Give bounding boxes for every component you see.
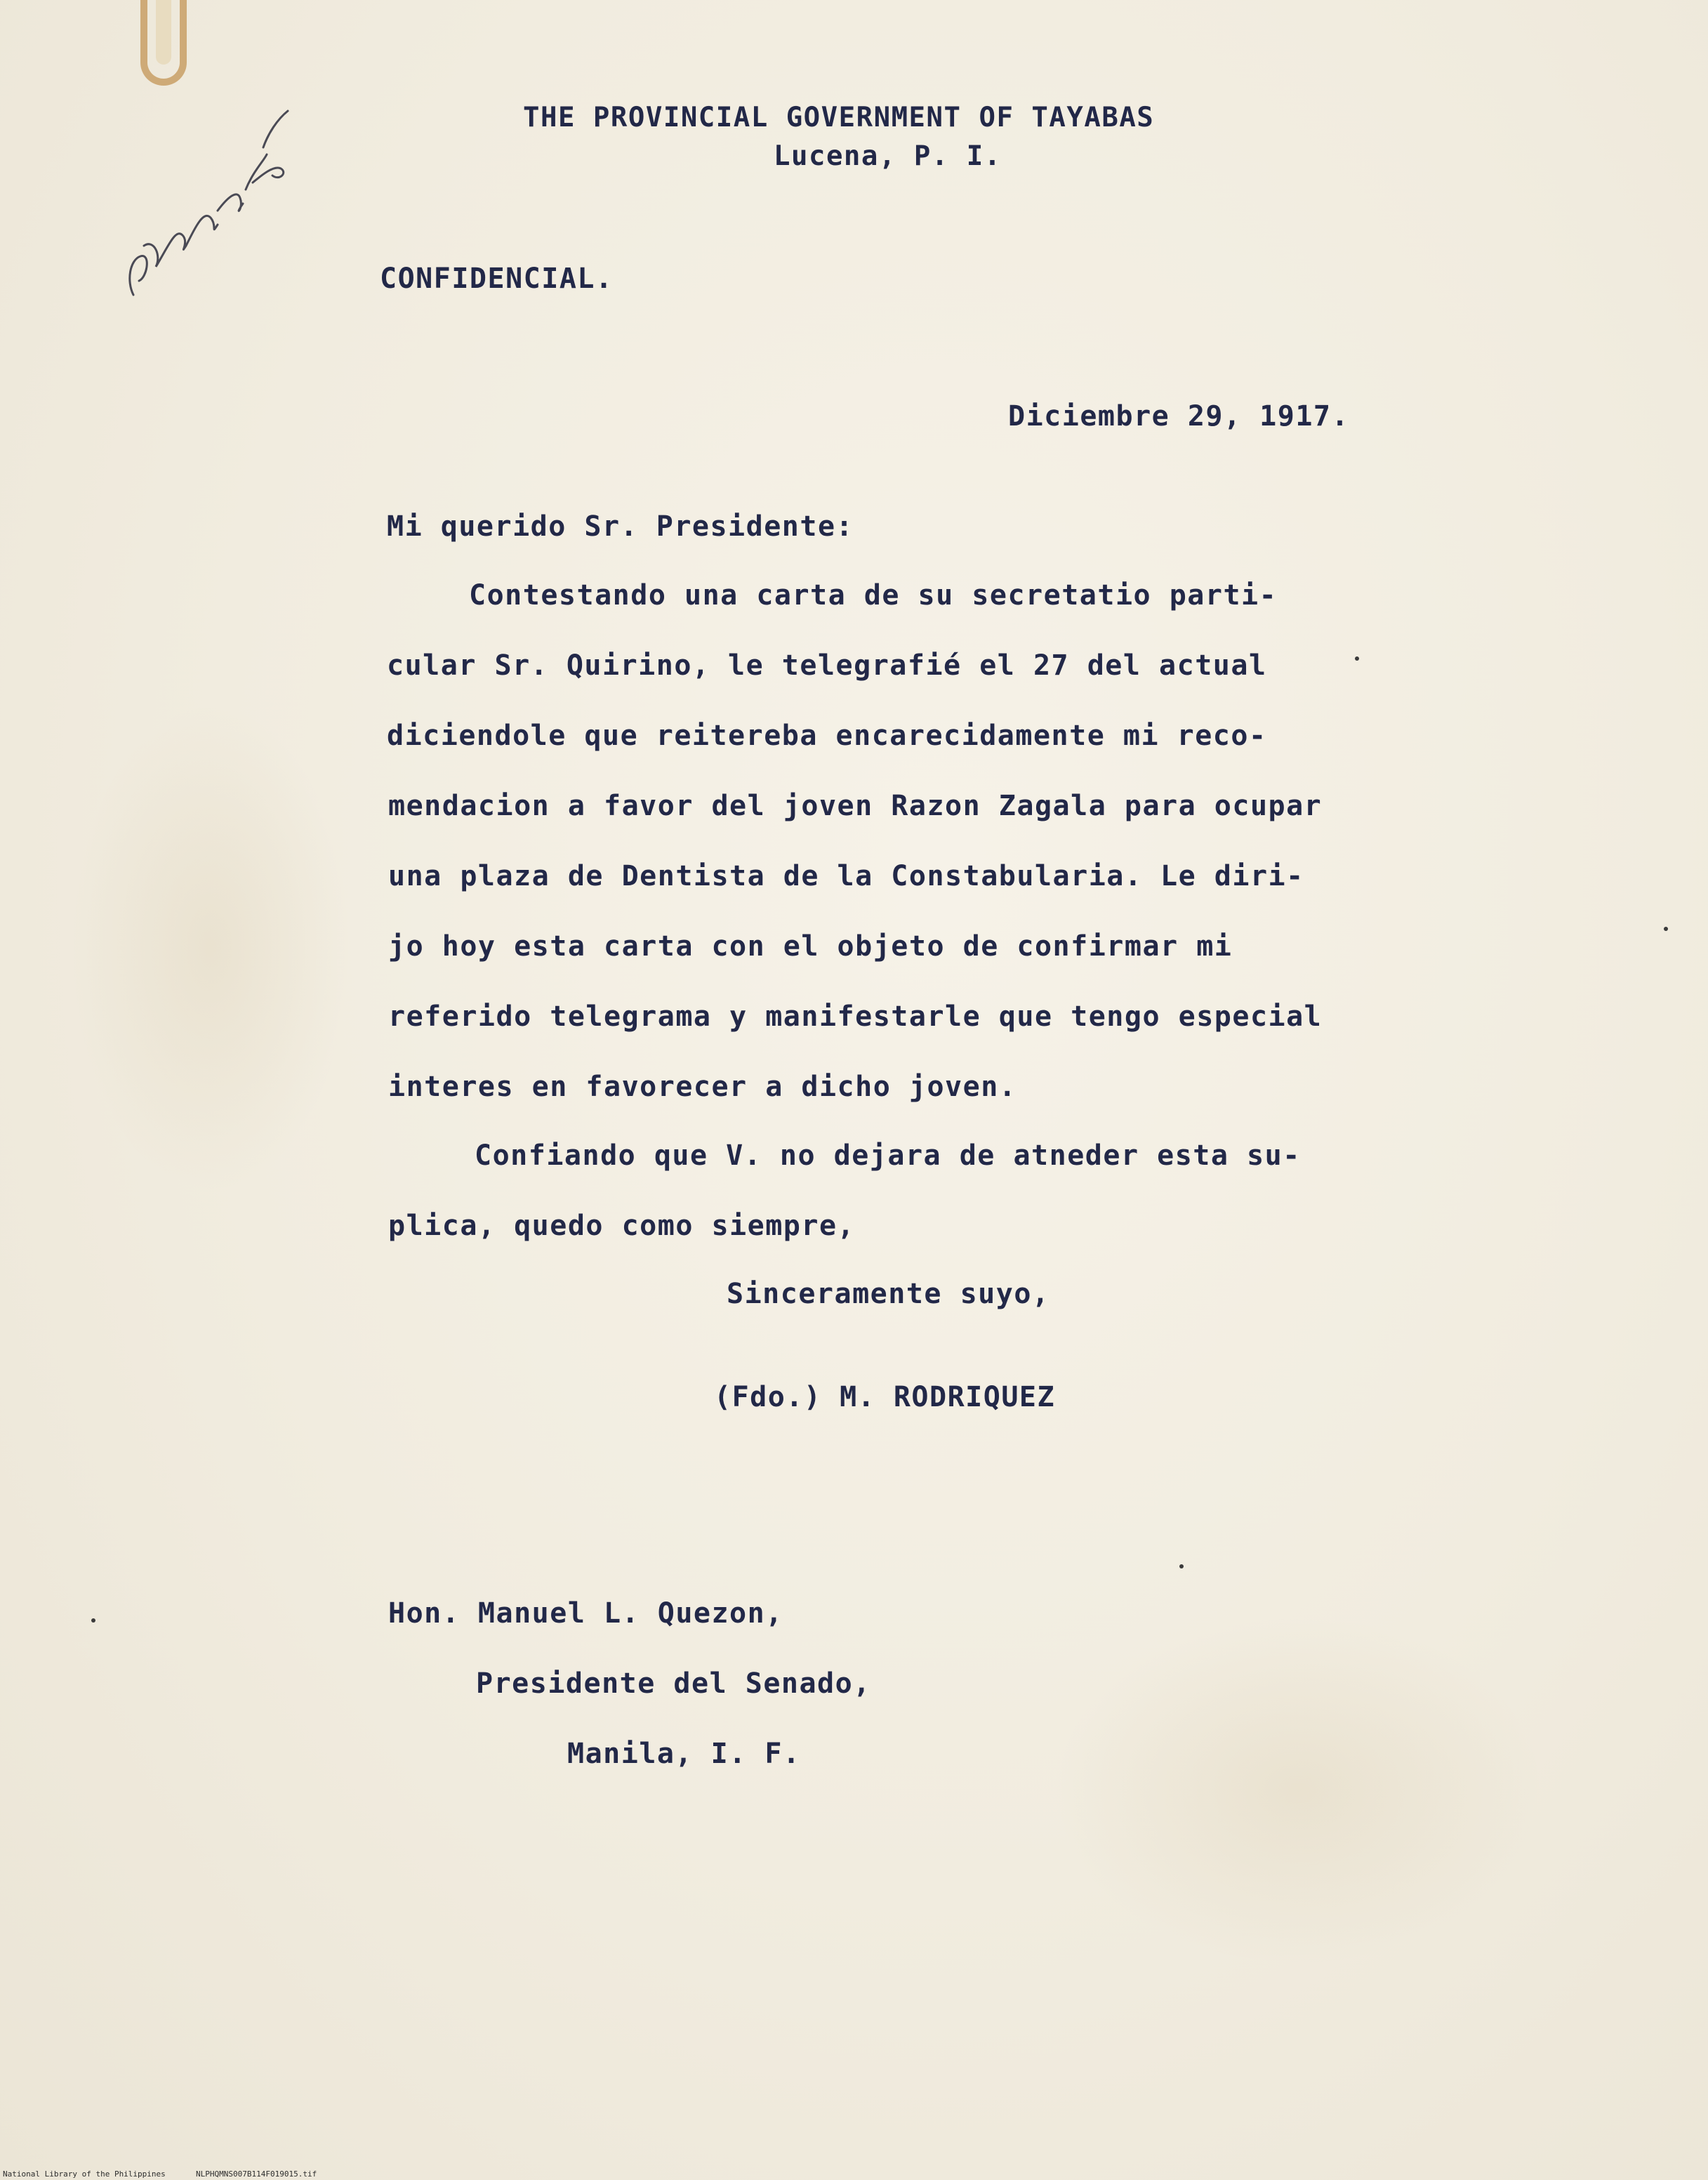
- body-line: cular Sr. Quirino, le telegrafié el 27 del actual: [387, 649, 1267, 682]
- letterhead-organization: THE PROVINCIAL GOVERNMENT OF TAYABAS: [523, 102, 1155, 133]
- ink-speck: [1664, 927, 1668, 931]
- ink-speck: [91, 1618, 95, 1623]
- paper-stain: [1053, 1615, 1544, 1966]
- closing: Sinceramente suyo,: [727, 1278, 1050, 1310]
- paper-clip-inner: [156, 0, 171, 65]
- signature: (Fdo.) M. RODRIQUEZ: [714, 1381, 1056, 1413]
- archive-footer: [3, 2169, 317, 2179]
- body-line: mendacion a favor del joven Razon Zagala para ocupar: [388, 790, 1323, 822]
- body-line: diciendole que reitereba encarecidamente mi reco-: [387, 720, 1267, 752]
- addressee-title: Presidente del Senado,: [476, 1667, 871, 1700]
- letter-date: Diciembre 29, 1917.: [1008, 400, 1350, 432]
- ink-speck: [1179, 1564, 1184, 1568]
- classification-label: CONFIDENCIAL.: [380, 263, 614, 295]
- body-line: plica, quedo como siempre,: [388, 1210, 856, 1242]
- body-line: una plaza de Dentista de la Constabularia. Le diri-: [388, 860, 1304, 892]
- footer-source: National Library of the Philippines: [3, 2169, 166, 2179]
- addressee-city: Manila, I. F.: [567, 1738, 801, 1770]
- body-line: Contestando una carta de su secretatio parti-: [469, 579, 1278, 612]
- body-line: Confiando que V. no dejara de atneder esta su-: [475, 1139, 1301, 1172]
- paper-stain: [70, 702, 351, 1194]
- letterhead-location: Lucena, P. I.: [774, 140, 1002, 172]
- body-line: jo hoy esta carta con el objeto de confirmar mi: [388, 930, 1233, 963]
- ink-speck: [1355, 656, 1359, 661]
- handwritten-duplicate-note: [112, 105, 295, 302]
- addressee-name: Hon. Manuel L. Quezon,: [388, 1597, 783, 1630]
- salutation: Mi querido Sr. Presidente:: [387, 510, 854, 543]
- body-line: interes en favorecer a dicho joven.: [388, 1071, 1017, 1103]
- footer-file: NLPHQMNS007B114F019015.tif: [196, 2169, 317, 2179]
- body-line: referido telegrama y manifestarle que tengo especial: [388, 1000, 1323, 1033]
